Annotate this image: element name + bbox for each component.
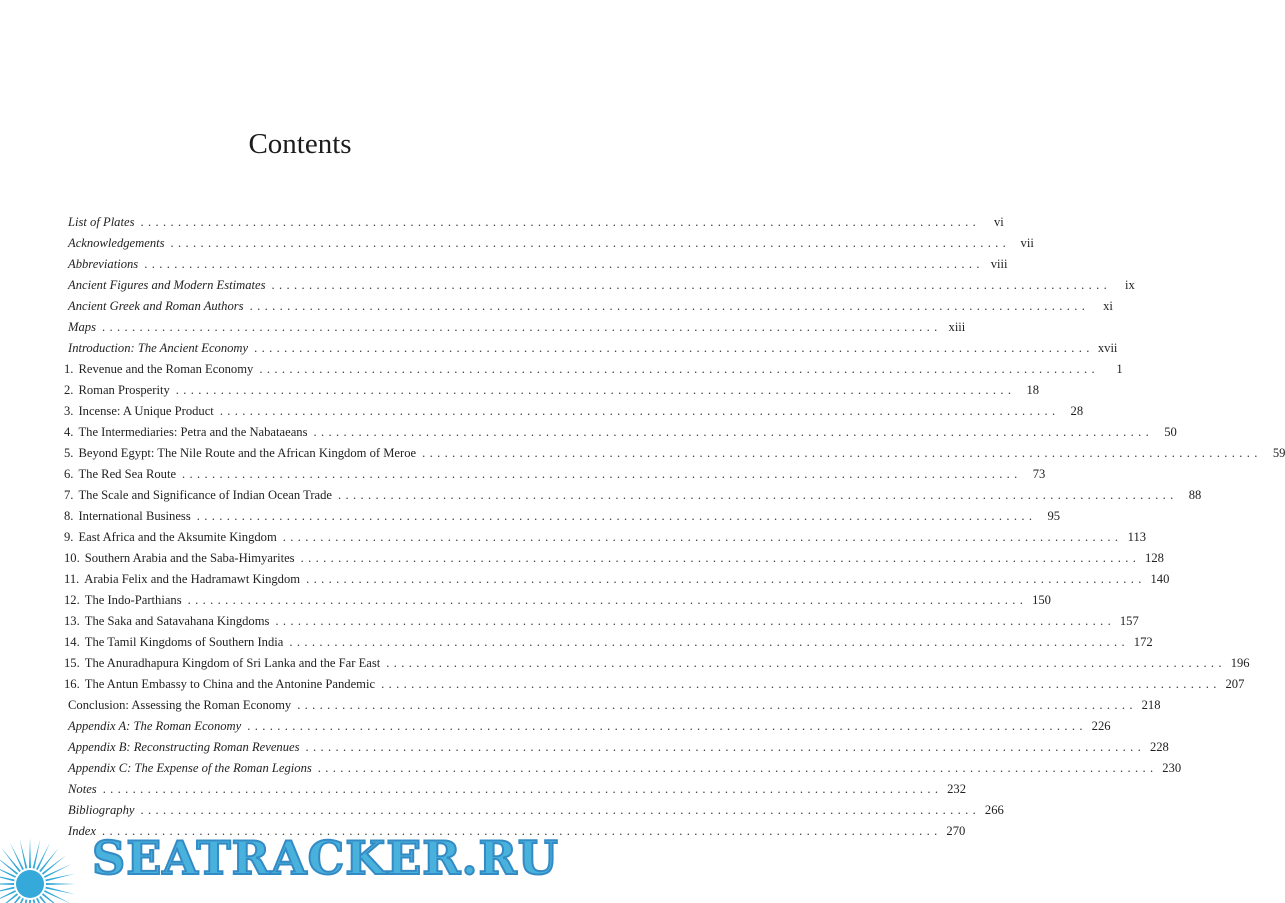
toc-entry-label: Conclusion: Assessing the Roman Economy [68,698,292,712]
toc-entry-page: 207 [1225,677,1245,691]
toc-entry-page: 266 [984,803,1004,817]
toc-entry[interactable] [68,212,1004,233]
dot-leader [102,317,937,338]
toc-entry[interactable] [64,527,1147,548]
toc-entry-page: 59 [1272,446,1285,460]
toc-entry[interactable] [64,653,1250,674]
toc-entry-number: 7. [64,488,74,502]
toc-entry[interactable] [68,737,1169,758]
toc-entry-page: 196 [1230,656,1250,670]
dot-leader [188,590,1023,611]
dot-leader [250,296,1085,317]
toc-entry[interactable] [64,569,1170,590]
toc-entry-label: Notes [68,782,97,796]
dot-leader [381,674,1216,695]
dot-leader [259,359,1094,380]
toc-entry-page: 228 [1149,740,1169,754]
toc-entry-number: 13. [64,614,80,628]
toc-entry-number: 16. [64,677,80,691]
toc-entry-number: 12. [64,593,80,607]
toc-entry[interactable] [68,296,1113,317]
toc-entry-label: The Antun Embassy to China and the Antonine Pandemic [84,677,376,691]
toc-entry-number: 1. [64,362,74,376]
toc-entry-label: Appendix B: Reconstructing Roman Revenues [68,740,300,754]
toc-entry-label: The Red Sea Route [78,467,177,481]
toc-entry-number: 15. [64,656,80,670]
toc-entry-label: Roman Prosperity [78,383,170,397]
dot-leader [422,443,1257,464]
toc-entry[interactable] [64,485,1202,506]
toc-entry-number: 6. [64,467,74,481]
toc-entry[interactable] [68,800,1004,821]
dot-leader [275,611,1110,632]
toc-entry-label: Introduction: The Ancient Economy [68,341,249,355]
toc-entry-page: 150 [1032,593,1051,607]
dot-leader [182,464,1017,485]
page-title: Contents [248,128,352,160]
toc-entry[interactable] [64,611,1139,632]
table-of-contents [64,212,1285,842]
toc-entry[interactable] [64,674,1245,695]
dot-leader [140,800,975,821]
toc-entry-number: 3. [64,404,74,418]
toc-entry-page: 218 [1141,698,1161,712]
dot-leader [144,254,979,275]
toc-entry-page: 1 [1116,362,1123,376]
toc-entry-number: 9. [64,530,74,544]
toc-entry-label: The Scale and Significance of Indian Ocean Trade [78,488,332,502]
toc-entry[interactable] [64,632,1153,653]
dot-leader [247,716,1082,737]
dot-leader [297,695,1132,716]
toc-entry-page: 50 [1164,425,1177,439]
toc-entry-page: xvii [1097,341,1118,355]
toc-entry[interactable] [64,380,1040,401]
toc-entry-page: xi [1103,299,1113,313]
dot-leader [306,737,1141,758]
dot-leader [171,233,1006,254]
dot-leader [254,338,1089,359]
toc-entry-label: Bibliography [68,803,135,817]
toc-entry-label: Appendix A: The Roman Economy [68,719,242,733]
sunburst-icon [0,822,100,903]
toc-entry-page: 232 [947,782,966,796]
toc-entry-page: 128 [1145,551,1164,565]
watermark-text: SEATRACKER.RU [92,831,559,885]
toc-entry[interactable] [64,422,1177,443]
toc-entry[interactable] [68,695,1161,716]
toc-entry-page: 270 [946,824,966,838]
toc-entry-page: 140 [1150,572,1170,586]
toc-entry-label: Southern Arabia and the Saba-Himyarites [84,551,295,565]
toc-entry[interactable] [64,359,1123,380]
toc-entry-number: 11. [64,572,80,586]
toc-entry[interactable] [64,506,1061,527]
toc-entry-label: Maps [68,320,96,334]
toc-entry-label: International Business [78,509,191,523]
toc-entry-page: ix [1125,278,1135,292]
toc-entry[interactable] [64,548,1164,569]
toc-entry-label: Arabia Felix and the Hadramawt Kingdom [84,572,301,586]
toc-entry-page: 95 [1047,509,1061,523]
toc-entry-page: 172 [1133,635,1153,649]
toc-entry-page: 88 [1188,488,1202,502]
toc-entry-number: 10. [64,551,80,565]
toc-entry[interactable] [68,779,966,800]
toc-entry-label: Ancient Figures and Modern Estimates [68,278,266,292]
toc-entry-page: 73 [1032,467,1046,481]
toc-entry-page: vii [1020,236,1034,250]
toc-entry-number: 5. [64,446,74,460]
toc-entry[interactable] [68,254,1008,275]
toc-entry-number: 14. [64,635,80,649]
toc-entry-label: Abbreviations [68,257,139,271]
toc-entry-page: 28 [1070,404,1084,418]
dot-leader [338,485,1173,506]
toc-entry[interactable] [68,758,1182,779]
dot-leader [220,401,1055,422]
toc-entry[interactable] [68,338,1118,359]
dot-leader [283,527,1118,548]
toc-entry-label: List of Plates [68,215,135,229]
toc-entry-label: Incense: A Unique Product [78,404,214,418]
dot-leader [306,569,1141,590]
toc-entry-number: 2. [64,383,74,397]
toc-entry[interactable] [64,590,1051,611]
toc-entry-page: 157 [1119,614,1139,628]
toc-entry-label: The Indo-Parthians [84,593,182,607]
toc-entry-label: Acknowledgements [68,236,165,250]
dot-leader [140,212,975,233]
dot-leader [386,653,1221,674]
toc-entry-label: Beyond Egypt: The Nile Route and the African Kingdom of Meroe [78,446,417,460]
toc-entry-page: 18 [1026,383,1040,397]
dot-leader [197,506,1032,527]
toc-entry-label: The Intermediaries: Petra and the Nabataeans [78,425,308,439]
toc-entry[interactable] [68,233,1034,254]
toc-entry[interactable] [68,275,1135,296]
toc-entry-label: Ancient Greek and Roman Authors [68,299,244,313]
toc-entry[interactable] [64,401,1084,422]
dot-leader [318,758,1153,779]
toc-entry-label: Index [68,824,96,838]
toc-entry-number: 4. [64,425,74,439]
toc-entry-label: The Tamil Kingdoms of Southern India [84,635,284,649]
toc-entry-label: The Saka and Satavahana Kingdoms [84,614,270,628]
toc-entry-label: Revenue and the Roman Economy [78,362,254,376]
dot-leader [289,632,1124,653]
toc-entry-page: viii [990,257,1008,271]
dot-leader [176,380,1011,401]
toc-entry[interactable] [64,464,1046,485]
toc-entry-label: East Africa and the Aksumite Kingdom [78,530,277,544]
toc-entry-page: vi [994,215,1004,229]
toc-entry-page: xiii [948,320,966,334]
dot-leader [301,548,1136,569]
dot-leader [313,422,1148,443]
toc-entry-page: 226 [1091,719,1111,733]
toc-entry-label: The Anuradhapura Kingdom of Sri Lanka and the Far East [84,656,381,670]
toc-entry-number: 8. [64,509,74,523]
toc-entry-page: 113 [1127,530,1147,544]
toc-entry-label: Appendix C: The Expense of the Roman Legions [68,761,312,775]
toc-entry[interactable] [68,317,966,338]
toc-entry[interactable] [68,716,1111,737]
toc-entry[interactable] [64,443,1285,464]
toc-entry-page: 230 [1162,761,1182,775]
dot-leader [272,275,1107,296]
dot-leader [103,779,938,800]
